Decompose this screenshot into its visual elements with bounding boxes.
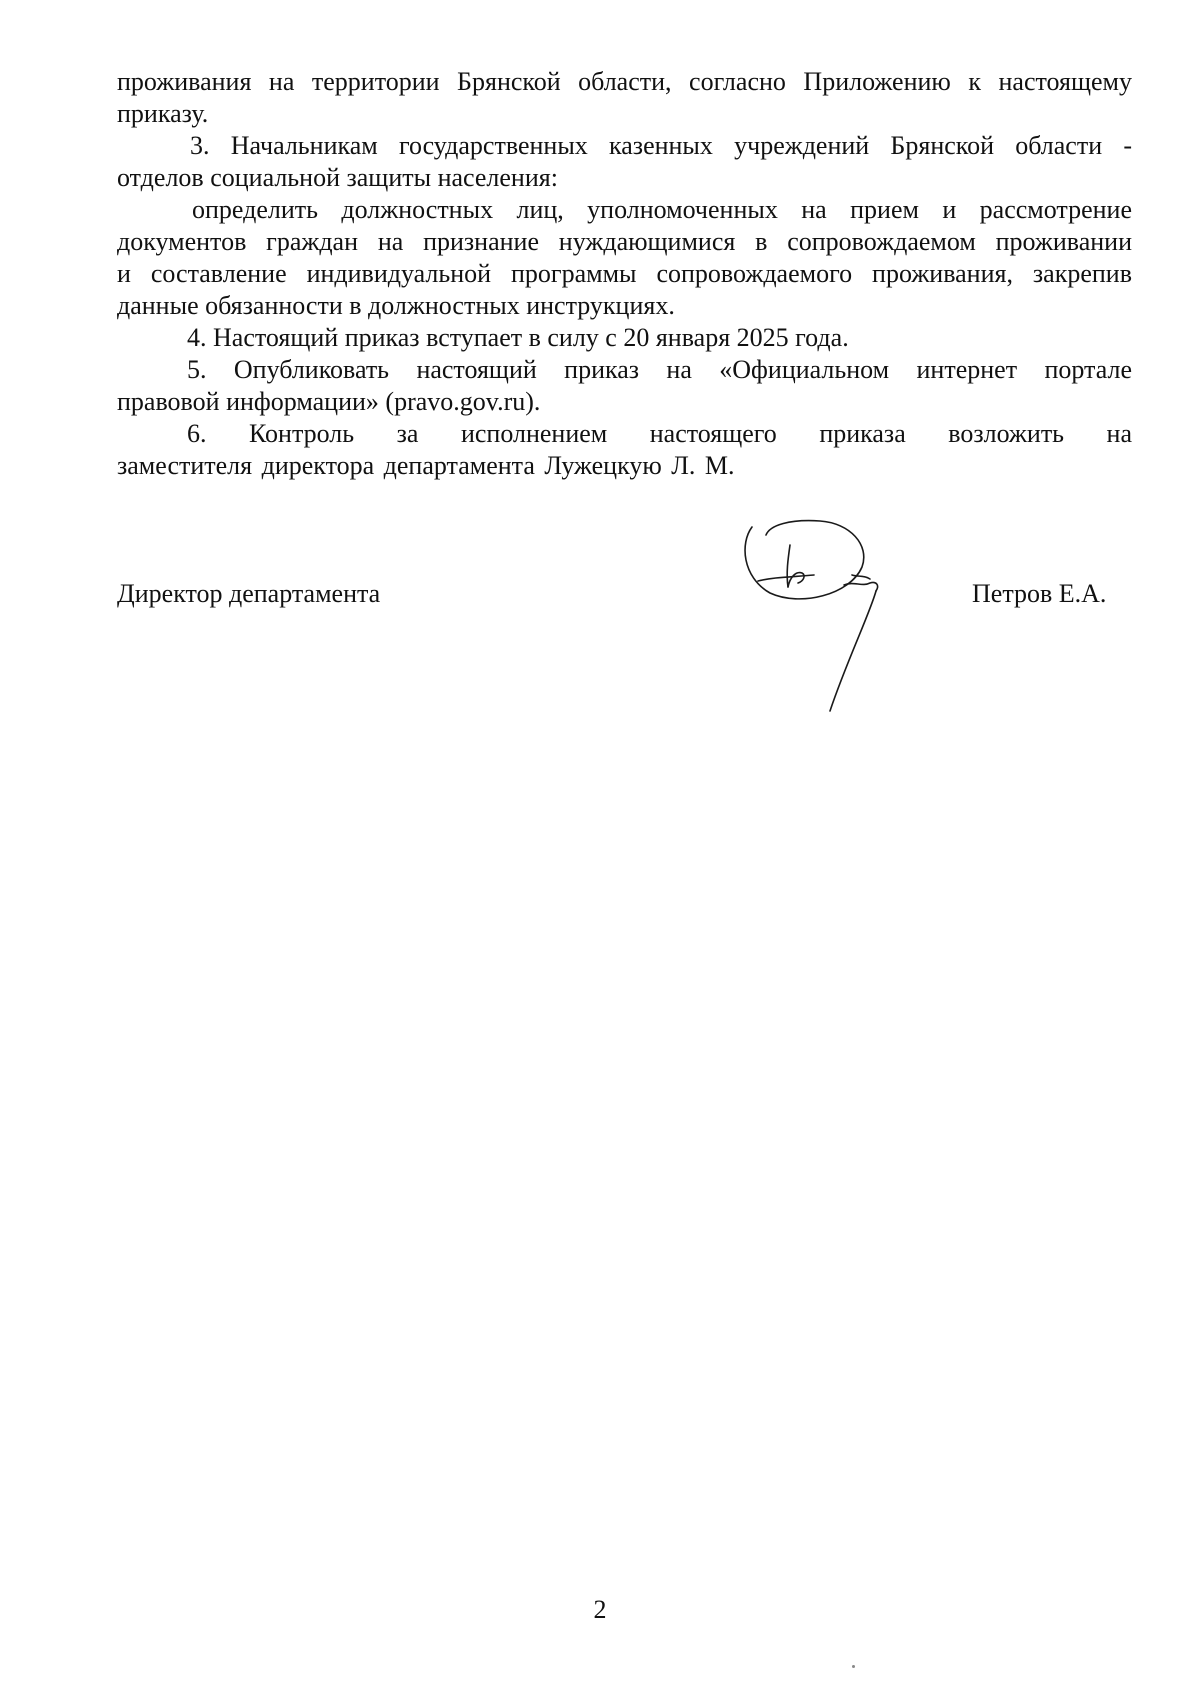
paragraph-line <box>117 194 1132 226</box>
text-line: проживания на территории Брянской области, согласно Приложению к настоящему <box>117 67 1132 96</box>
paragraph-line <box>117 418 1132 450</box>
paragraph-subclause <box>117 194 1132 322</box>
paragraph-item-4 <box>117 322 1132 354</box>
text-line: и составление индивидуальной программы сопровождаемого проживания, закрепив <box>117 259 1132 288</box>
paragraph-line <box>117 258 1132 290</box>
paragraph-line <box>117 98 1132 130</box>
paragraph-line <box>117 290 1132 322</box>
paragraph-line <box>117 450 1132 482</box>
signatory-position-title: Директор департамента <box>117 579 381 608</box>
text-line: данные обязанности в должностных инструкциях. <box>117 291 675 320</box>
paragraph-line <box>117 354 1132 386</box>
handwritten-signature <box>730 515 910 715</box>
paragraph-item-3 <box>117 130 1132 194</box>
text-line: документов граждан на признание нуждающимися в сопровождаемом проживании <box>117 227 1132 256</box>
paragraph-line <box>117 130 1132 162</box>
page-number: 2 <box>593 1595 607 1624</box>
text-line: заместителя директора департамента Лужецкую Л. М. <box>117 451 735 480</box>
text-line: отделов социальной защиты населения: <box>117 163 558 192</box>
paragraph-line <box>117 386 1132 418</box>
scan-speck <box>852 1665 855 1668</box>
text-line: 3. Начальникам государственных казенных учреждений Брянской области - <box>190 131 1132 160</box>
text-line: правовой информации» (pravo.gov.ru). <box>117 387 541 416</box>
paragraph-item-5 <box>117 354 1132 418</box>
paragraph-line <box>117 162 1132 194</box>
paragraph-item-6 <box>117 418 1132 482</box>
text-line: приказу. <box>117 99 209 128</box>
text-line: определить должностных лиц, уполномоченных на прием и рассмотрение <box>192 195 1132 224</box>
text-line: 5. Опубликовать настоящий приказ на «Официальном интернет портале <box>187 355 1132 384</box>
paragraph-line <box>117 66 1132 98</box>
text-line: 6. Контроль за исполнением настоящего приказа возложить на <box>187 419 1132 448</box>
text-line: 4. Настоящий приказ вступает в силу с 20 января 2025 года. <box>187 323 849 352</box>
paragraph-line <box>117 322 1132 354</box>
paragraph-continuation <box>117 66 1132 130</box>
paragraph-line <box>117 226 1132 258</box>
signatory-name: Петров Е.А. <box>972 579 1107 608</box>
